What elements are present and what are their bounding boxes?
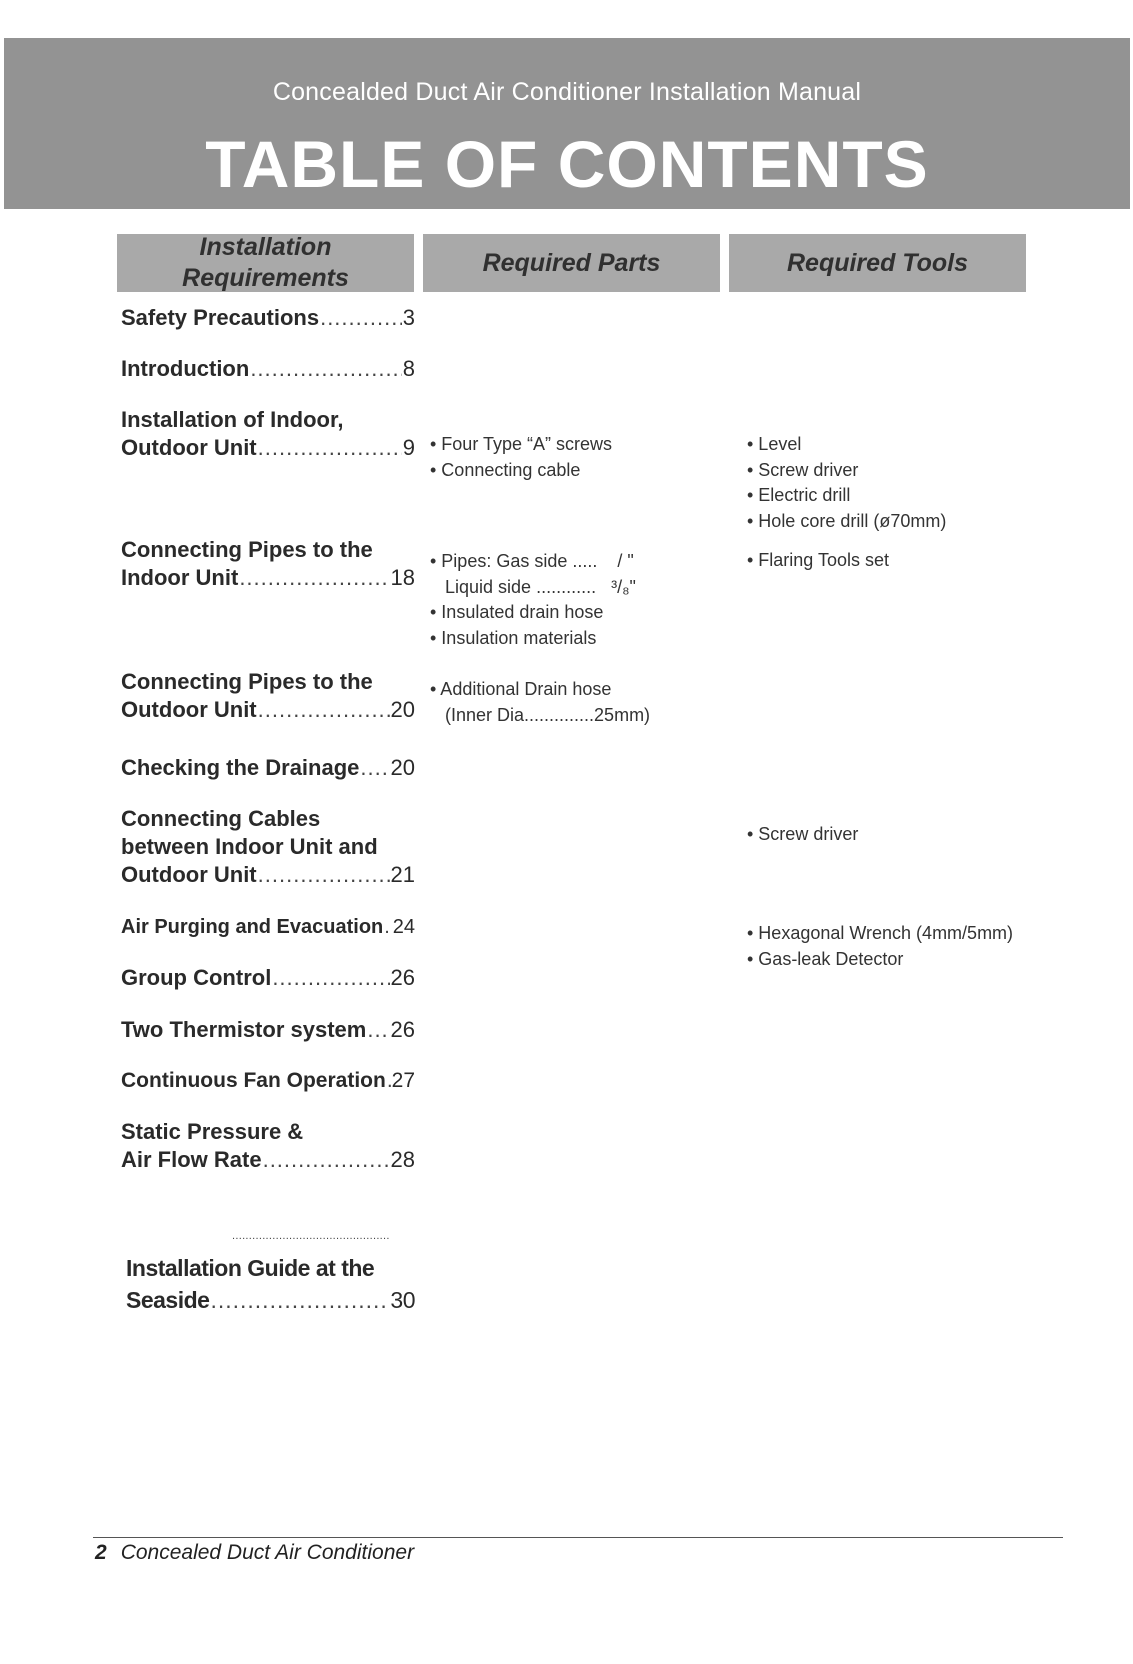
- toc-entry-purging[interactable]: [121, 913, 415, 941]
- list-item: • Screw driver: [747, 824, 859, 844]
- column-header-tools: Required Tools: [729, 234, 1026, 292]
- list-item: • Four Type “A” screws: [430, 434, 613, 454]
- toc-entry-static-pressure[interactable]: [121, 1118, 415, 1174]
- toc-label: Indoor Unit: [121, 565, 239, 590]
- toc-label-line1: Installation Guide at the: [126, 1255, 375, 1281]
- toc-entry-cables[interactable]: [121, 805, 415, 889]
- tools-list-purging: [747, 921, 1013, 972]
- list-item: • Connecting cable: [430, 459, 581, 480]
- toc-label-line1: Connecting Pipes to the: [121, 537, 373, 562]
- toc-label: Group Control: [121, 965, 272, 990]
- toc-page: 24: [392, 916, 415, 938]
- toc-page: 20: [390, 697, 415, 722]
- toc-page: 8: [402, 356, 415, 381]
- list-item: • Insulated drain hose: [430, 602, 604, 622]
- column-header-installation-line1: Installation: [199, 233, 332, 261]
- toc-page: 9: [402, 435, 415, 460]
- toc-entry-safety[interactable]: [121, 304, 415, 332]
- toc-page: 18: [390, 565, 415, 590]
- list-item: (Inner Dia..............25mm): [430, 704, 651, 725]
- footer-rule: [93, 1537, 1063, 1538]
- list-item: • Flaring Tools set: [747, 550, 890, 570]
- manual-subtitle: Concealded Duct Air Conditioner Installation Manual: [272, 78, 862, 106]
- toc-entry-introduction[interactable]: [121, 355, 415, 383]
- toc-label: Seaside: [126, 1287, 210, 1313]
- toc-label: Air Purging and Evacuation: [121, 916, 384, 938]
- page-footer: [95, 1541, 414, 1565]
- toc-label-line1: Static Pressure &: [121, 1119, 304, 1144]
- tools-list-pipes-indoor: [747, 548, 889, 574]
- parts-list-pipes-indoor: [430, 549, 636, 651]
- list-item: • Pipes: Gas side ..... / ": [430, 551, 634, 571]
- toc-entry-fan[interactable]: [121, 1067, 415, 1095]
- header-banner: [4, 38, 1130, 209]
- tools-list-install-units: [747, 432, 946, 534]
- list-item: • Hexagonal Wrench (4mm/5mm): [747, 923, 1014, 943]
- toc-entry-seaside[interactable]: [126, 1252, 415, 1316]
- toc-label: Checking the Drainage: [121, 755, 360, 780]
- column-header-parts: Required Parts: [423, 234, 720, 292]
- footer-text: Concealed Duct Air Conditioner: [120, 1541, 415, 1564]
- toc-label: Safety Precautions: [121, 305, 320, 330]
- toc-label: Outdoor Unit: [121, 862, 257, 887]
- toc-page: 30: [390, 1287, 415, 1313]
- toc-label-line1: Installation of Indoor,: [121, 407, 344, 432]
- toc-entry-group-control[interactable]: [121, 964, 415, 992]
- list-item: • Hole core drill (ø70mm): [747, 510, 947, 531]
- toc-page: 27: [391, 1069, 415, 1092]
- toc-page: 21: [390, 862, 415, 887]
- page-title: TABLE OF CONTENTS: [205, 127, 929, 201]
- toc-label: Continuous Fan Operation: [121, 1069, 386, 1092]
- toc-page: 20: [390, 755, 415, 780]
- toc-label-line1: Connecting Pipes to the: [121, 669, 373, 694]
- toc-entry-pipes-outdoor[interactable]: [121, 668, 415, 724]
- list-item: • Screw driver: [747, 459, 859, 480]
- tools-list-cables: [747, 822, 858, 848]
- toc-label: Outdoor Unit: [121, 697, 257, 722]
- toc-label-line2: between Indoor Unit and: [121, 834, 378, 859]
- list-item: • Electric drill: [747, 485, 851, 505]
- list-item: • Gas-leak Detector: [747, 948, 904, 969]
- column-header-installation-line2: Requirements: [182, 264, 349, 292]
- toc-entry-pipes-indoor[interactable]: [121, 536, 415, 592]
- toc-page: 26: [390, 1017, 415, 1042]
- toc-page: 3: [402, 305, 415, 330]
- page-number: 2: [95, 1541, 107, 1564]
- toc-entry-thermistor[interactable]: [121, 1016, 415, 1044]
- dotted-separator: [232, 1232, 390, 1240]
- toc-label-line1: Connecting Cables: [121, 806, 321, 831]
- toc-label: Outdoor Unit: [121, 435, 257, 460]
- toc-entry-install-units[interactable]: [121, 406, 415, 462]
- list-item: • Level: [747, 434, 802, 454]
- list-item: • Insulation materials: [430, 627, 597, 648]
- toc-page: 28: [390, 1147, 415, 1172]
- list-item: • Additional Drain hose: [430, 679, 612, 699]
- parts-list-pipes-outdoor: [430, 677, 650, 728]
- toc-entry-drainage[interactable]: [121, 754, 415, 782]
- toc-page: 26: [390, 965, 415, 990]
- toc-label: Air Flow Rate: [121, 1147, 262, 1172]
- toc-label: Introduction: [121, 356, 250, 381]
- list-item: Liquid side ............ ³/₈": [430, 576, 636, 597]
- parts-list-install-units: [430, 432, 612, 483]
- column-header-installation: [117, 234, 414, 292]
- toc-label: Two Thermistor system: [121, 1017, 367, 1042]
